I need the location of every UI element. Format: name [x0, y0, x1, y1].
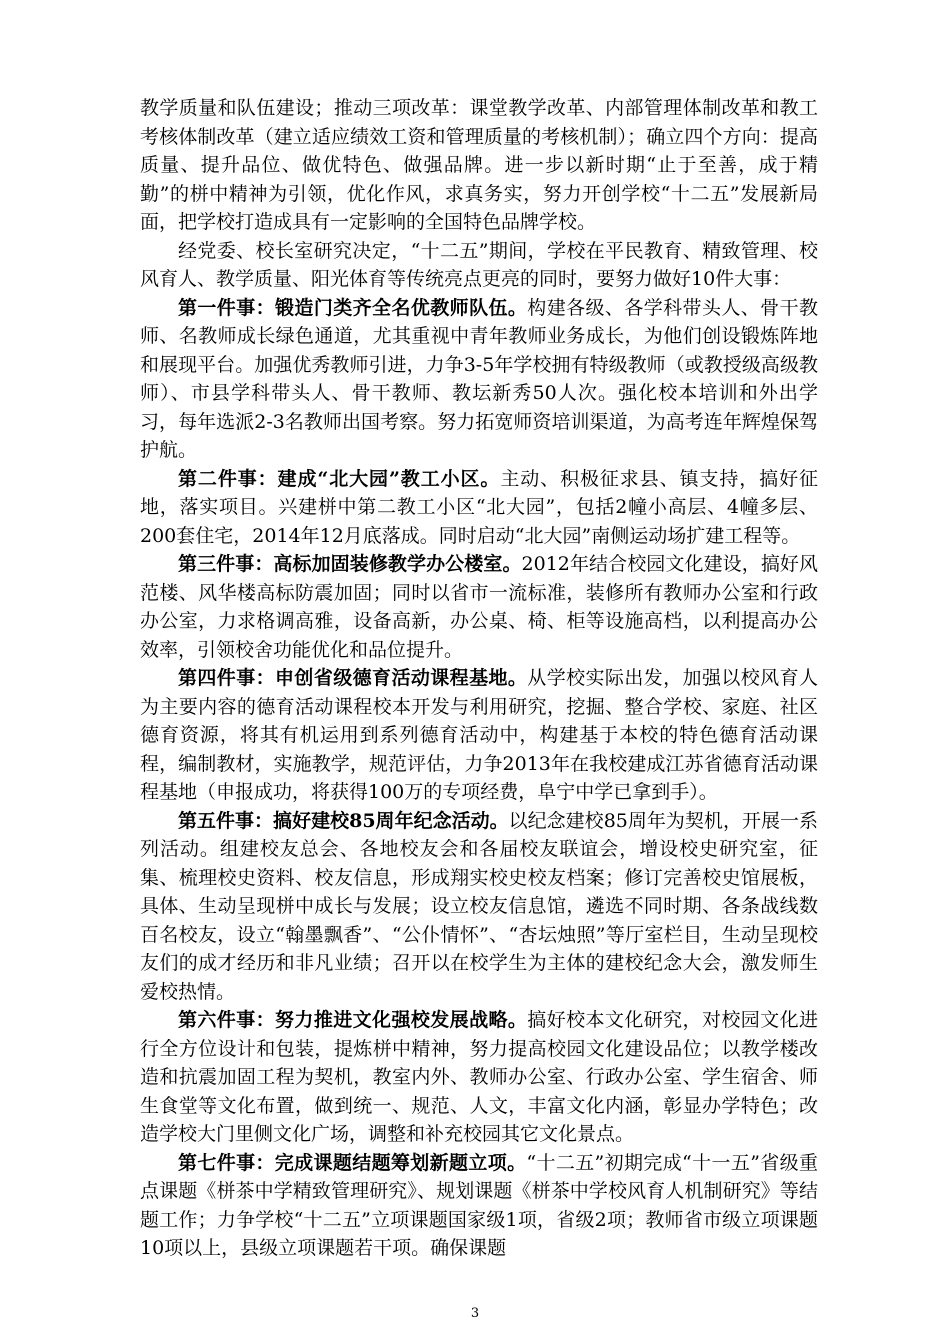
- paragraph-2-text: 经党委、校长室研究决定，“十二五”期间，学校在平民教育、精致管理、校风育人、教学质量、阳光体育等传统亮点更亮的同时，要努力做好10件大事：: [140, 239, 818, 290]
- item-6-text: 搞好校本文化研究，对校园文化进行全方位设计和包装，提炼栟中精神，努力提高校园文化建设品位；以教学楼改造和抗震加固工程为契机，教室内外、教师办公室、行政办公室、学生宿舍、师生食堂等文化布置，做到统一、规范、人文，丰富文化内涵，彰显办学特色；改造学校大门里侧文化广场，调整和补充校园其它文化景点。: [140, 1009, 818, 1145]
- item-1-text: 构建各级、各学科带头人、骨干教师、名教师成长绿色通道，尤其重视中青年教师业务成长，为他们创设锻炼阵地和展现平台。加强优秀教师引进，力争3-5年学校拥有特级教师（或教授级高级教师）、市县学科带头人、骨干教师、教坛新秀50人次。强化校本培训和外出学习，每年选派2-3名教师出国考察。努力拓宽师资培训渠道，为高考连年辉煌保驾护航。: [140, 296, 818, 461]
- item-3: [140, 550, 818, 664]
- item-4: [140, 664, 818, 807]
- item-3-text: 2012年结合校园文化建设，搞好风范楼、风华楼高标防震加固；同时以省市一流标准，装修所有教师办公室和行政办公室，力求格调高雅，设备高新，办公桌、椅、柜等设施高档，以利提高办公效率，引领校舍功能优化和品位提升。: [140, 553, 818, 661]
- item-4-text: 从学校实际出发，加强以校风育人为主要内容的德育活动课程校本开发与利用研究，挖掘、整合学校、家庭、社区德育资源，将其有机运用到系列德育活动中，构建基于本校的特色德育活动课程，编制教材，实施教学，规范评估，力争2013年在我校建成江苏省德育活动课程基地（申报成功，将获得100万的专项经费，阜宁中学已拿到手）。: [140, 667, 818, 803]
- item-7-heading: 第七件事：完成课题结题筹划新题立项。: [178, 1151, 527, 1174]
- paragraph-1: [140, 94, 818, 237]
- item-7: [140, 1149, 818, 1263]
- item-4-heading: 第四件事：申创省级德育活动课程基地。: [178, 667, 528, 689]
- item-5-heading: 第五件事：搞好建校85周年纪念活动。: [178, 809, 509, 832]
- item-2-text: 主动、积极征求县、镇支持，搞好征地，落实项目。兴建栟中第二教工小区“北大园”，包括2幢小高层、4幢多层、200套住宅，2014年12月底落成。同时启动“北大园”南侧运动场扩建工程等。: [140, 467, 818, 547]
- paragraph-1-text: 教学质量和队伍建设；推动三项改革：课堂教学改革、内部管理体制改革和教工考核体制改革（建立适应绩效工资和管理质量的考核机制）；确立四个方向：提高质量、提升品位、做优特色、做强品牌。进一步以新时期“止于至善，成于精勤”的栟中精神为引领，优化作风，求真务实，努力开创学校“十二五”发展新局面，把学校打造成具有一定影响的全国特色品牌学校。: [140, 97, 818, 233]
- item-2-heading: 第二件事：建成“北大园”教工小区。: [178, 467, 501, 490]
- item-5: [140, 807, 818, 1007]
- item-6: [140, 1006, 818, 1149]
- item-1-heading: 第一件事：锻造门类齐全名优教师队伍。: [178, 296, 528, 319]
- item-2: [140, 465, 818, 551]
- item-7-text: “十二五”初期完成“十一五”省级重点课题《栟茶中学精致管理研究》、规划课题《栟茶中学校风育人机制研究》等结题工作；力争学校“十二五”立项课题国家级1项，省级2项；教师省市级立项课题10项以上，县级立项课题若干项。确保课题: [140, 1151, 818, 1259]
- item-1: [140, 294, 818, 465]
- item-3-heading: 第三件事：高标加固装修教学办公楼室。: [178, 553, 522, 575]
- item-6-heading: 第六件事：努力推进文化强校发展战略。: [178, 1009, 528, 1031]
- paragraph-2: [140, 237, 818, 294]
- page-number: 3: [470, 1306, 480, 1321]
- item-5-text: 以纪念建校85周年为契机，开展一系列活动。组建校友总会、各地校友会和各届校友联谊会，增设校史研究室，征集、梳理校史资料、校友信息，形成翔实校史校友档案；修订完善校史馆展板，具体、生动呈现栟中成长与发展；设立校友信息馆，遴选不同时期、各条战线数百名校友，设立“翰墨飘香”、“公仆情怀”、“杏坛烛照”等厅室栏目，生动呈现校友们的成才经历和非凡业绩；召开以在校学生为主体的建校纪念大会，激发师生爱校热情。: [140, 809, 818, 1003]
- document-body: [140, 94, 818, 1263]
